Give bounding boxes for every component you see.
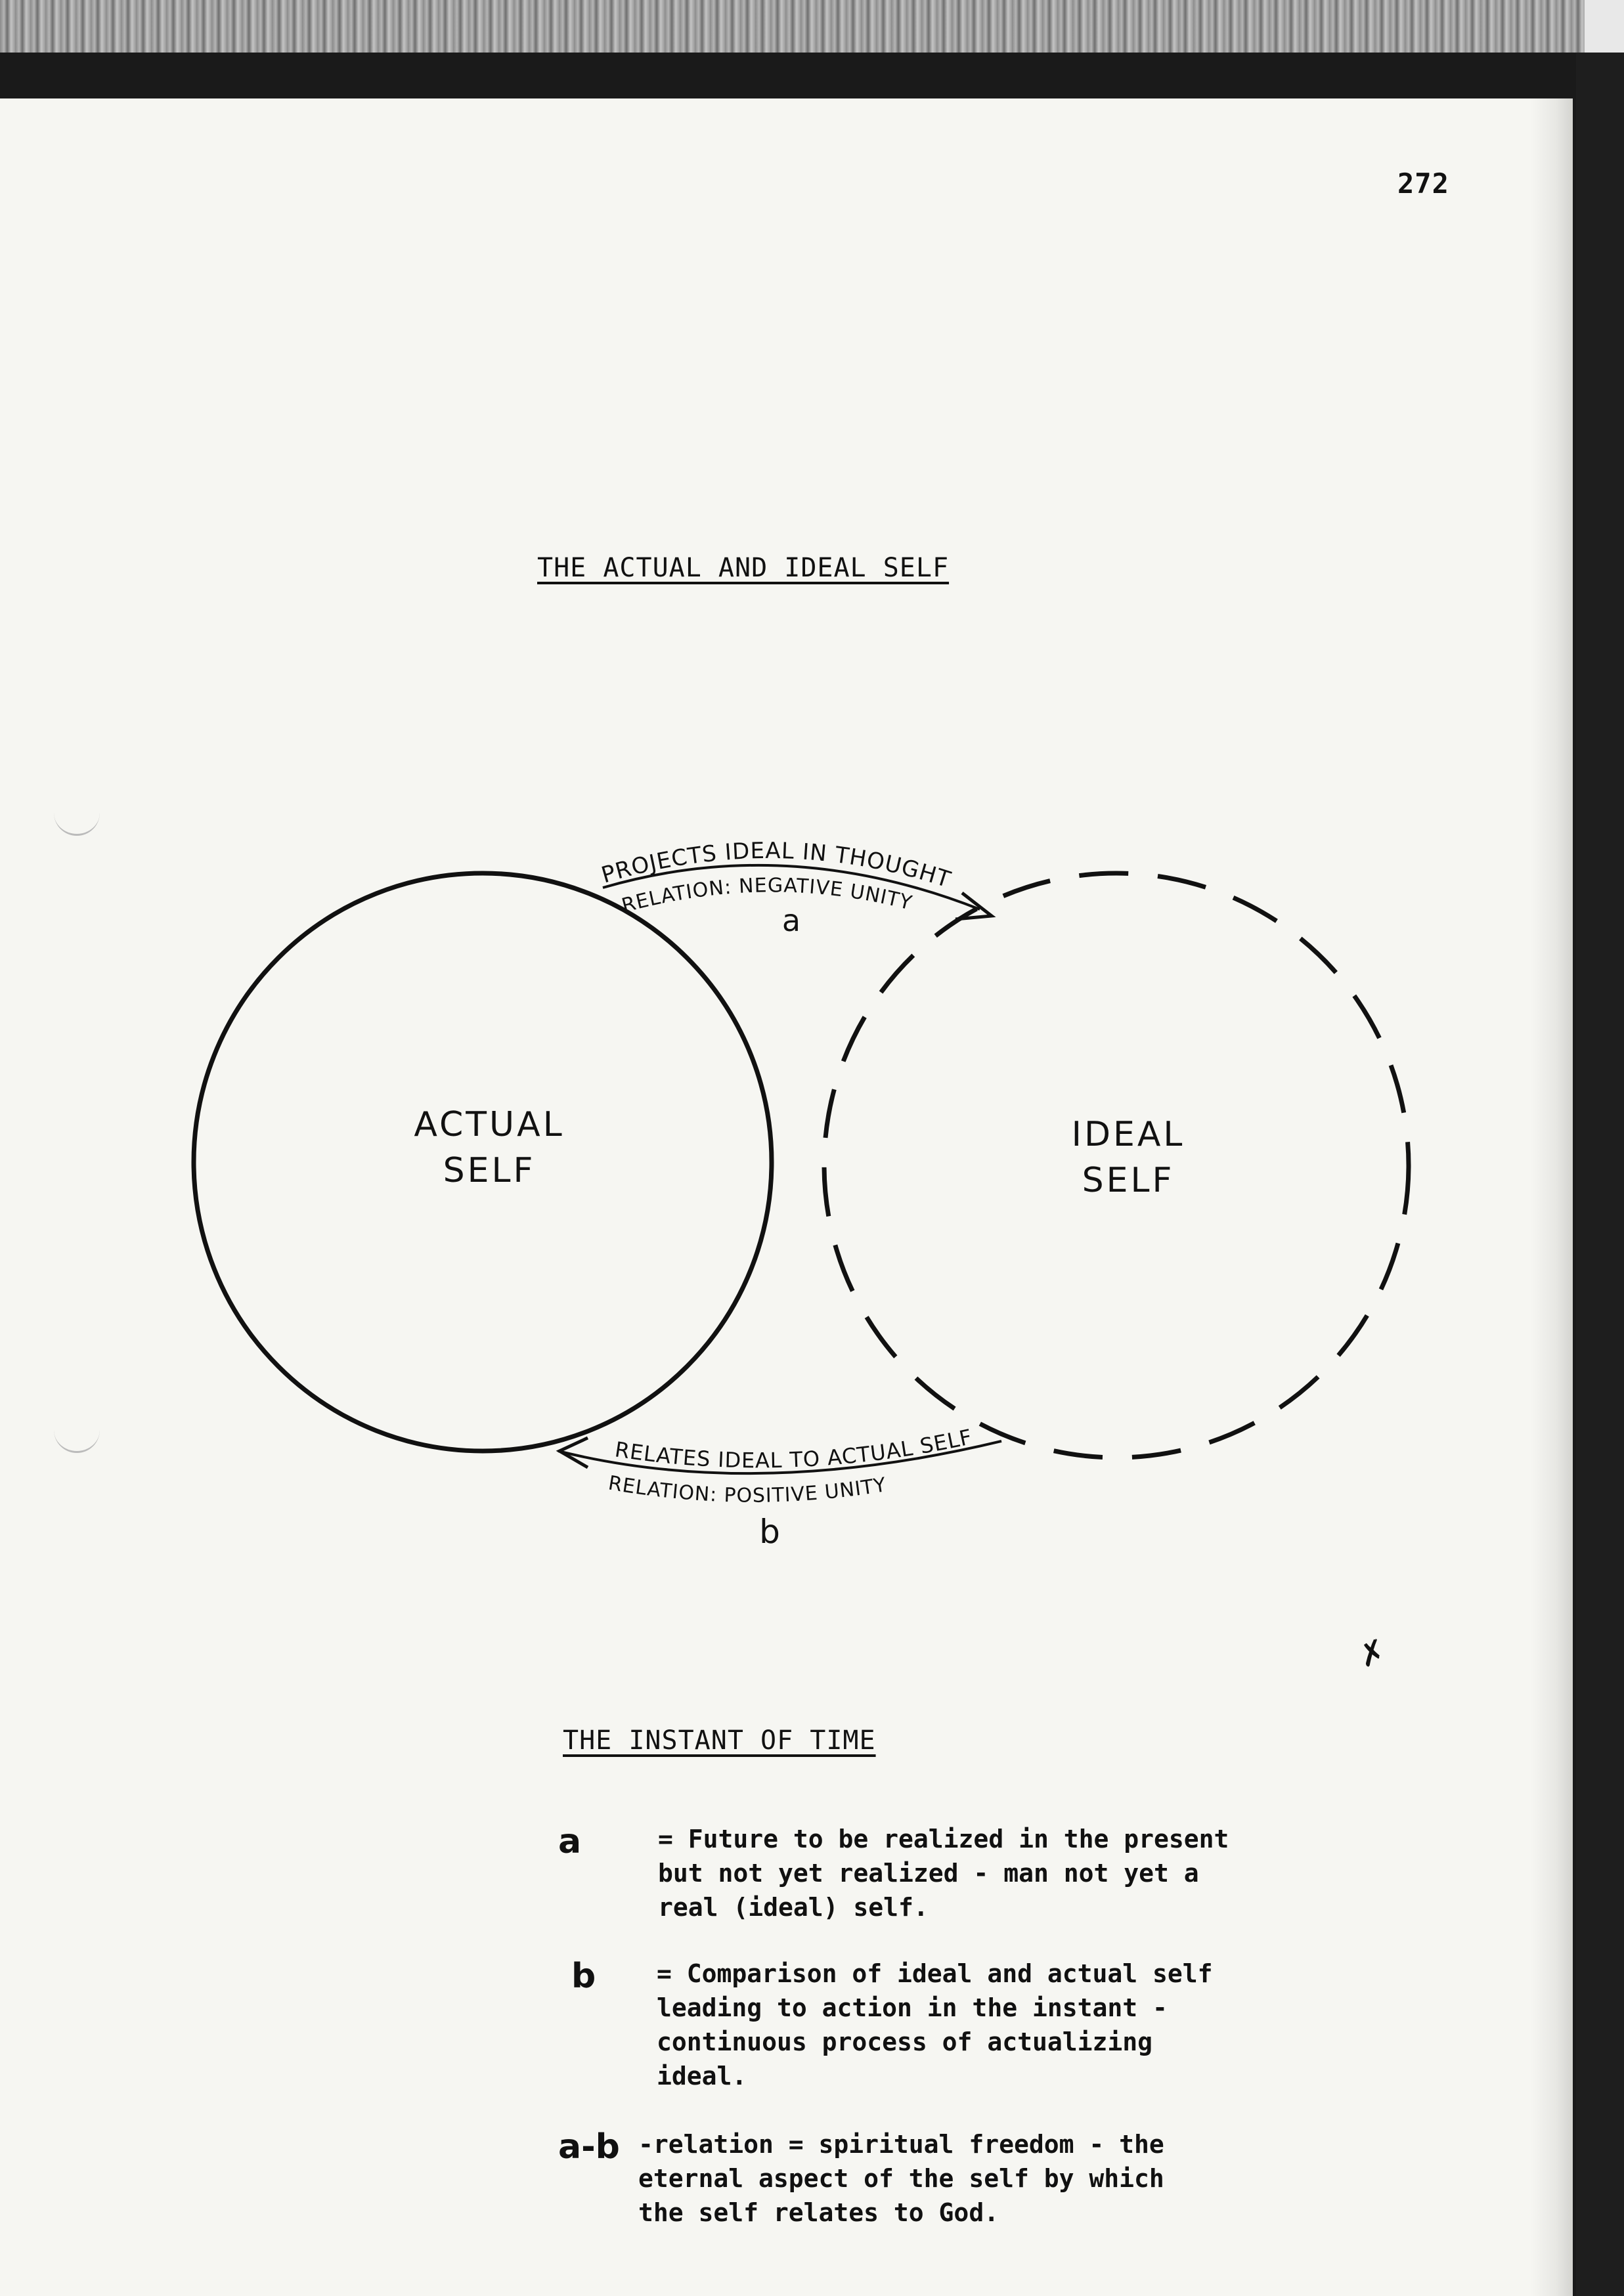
legend-key-a-b: a-b (558, 2127, 620, 2167)
arrow-a-label: a (781, 903, 801, 938)
actual-self-label-line1: ACTUAL (414, 1105, 565, 1144)
ideal-self-label-line2: SELF (1082, 1161, 1175, 1200)
ideal-self-label-line1: IDEAL (1071, 1115, 1185, 1154)
actual-self-label-line2: SELF (443, 1151, 536, 1190)
legend-key-b: b (571, 1957, 596, 1996)
legend-text-a-b: -relation = spiritual freedom - the eternal aspect of the self by which the self relates to God. (638, 2130, 1164, 2227)
arrow-a-caption-line1: PROJECTS IDEAL IN THOUGHT (598, 837, 954, 894)
arrow-b-caption-line2: RELATION: POSITIVE UNITY (606, 1471, 889, 1507)
arrow-b-caption-line1: RELATES IDEAL TO ACTUAL SELF (613, 1424, 975, 1473)
arrow-b-label: b (759, 1513, 780, 1551)
stray-pen-mark: ✗ (1352, 1625, 1391, 1678)
heading-actual-ideal-self: THE ACTUAL AND IDEAL SELF (537, 553, 950, 583)
legend-text-b: = Comparison of ideal and actual self leading to action in the instant - continuous process of actualizing ideal. (657, 1959, 1213, 2090)
page-number: 272 (1397, 167, 1449, 200)
arrow-b-head (560, 1438, 588, 1467)
arrow-a-caption-line2: RELATION: NEGATIVE UNITY (619, 874, 915, 918)
heading-instant-of-time: THE INSTANT OF TIME (563, 1725, 876, 1756)
legend-key-a: a (558, 1822, 582, 1861)
legend-text-a: = Future to be realized in the present but not yet realized - man not yet a real (ideal) self. (658, 1825, 1229, 1922)
